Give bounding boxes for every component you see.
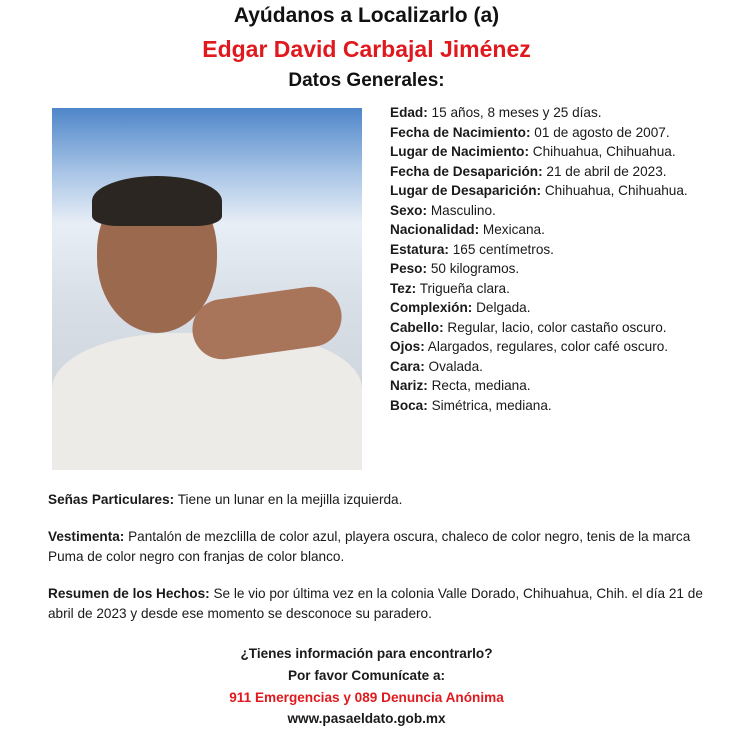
field-label: Lugar de Desaparición: [390,183,542,198]
field-row [390,279,730,299]
contact-prompt: Por favor Comunícate a: [287,668,446,683]
general-data-list [390,103,730,415]
section-heading: Datos Generales: [288,70,445,91]
field-label: Sexo: [390,202,428,218]
field-row [390,142,730,162]
field-label: Cara: [390,358,425,374]
field-value: Delgada. [476,300,531,315]
field-value: Chihuahua, Chihuahua. [544,183,688,198]
field-label: Nacionalidad: [390,222,480,237]
field-row [390,201,730,221]
field-label: Tez: [390,280,417,296]
field-label: Boca: [390,397,428,413]
field-value: 15 años, 8 meses y 25 días. [431,105,602,120]
clothing: Vestimenta: Pantalón de mezclilla de color azul, playera oscura, chaleco de color negro, tenis de la marca Puma de color negro con franjas de color blanco. [48,529,691,564]
field-row [390,240,730,260]
field-value: 21 de abril de 2023. [546,163,667,179]
field-label: Lugar de Nacimiento: [390,144,529,159]
field-label: Fecha de Nacimiento: [390,124,531,140]
field-label: Peso: [390,261,428,276]
field-row [390,220,730,240]
person-photo [52,108,362,470]
field-value: Regular, lacio, color castaño oscuro. [447,319,667,335]
field-value: Simétrica, mediana. [431,397,552,413]
field-value: Chihuahua, Chihuahua. [532,144,676,159]
field-row [390,298,730,318]
field-value: Ovalada. [428,358,483,374]
field-row [390,103,730,123]
website-link[interactable]: www.pasaeldato.gob.mx [287,711,446,726]
field-value: Masculino. [430,202,496,218]
field-row [390,396,730,416]
summary-of-events: Resumen de los Hechos: Se le vio por última vez en la colonia Valle Dorado, Chihuahua, Chih. el día 21 de abril de 2023 y desde ese momento se desconoce su paradero. [48,586,703,621]
contact-question: ¿Tienes información para encontrarlo? [240,646,493,661]
field-row [390,357,730,377]
field-value: Mexicana. [482,222,545,237]
emergency-numbers: 911 Emergencias y 089 Denuncia Anónima [229,690,504,705]
field-row [390,337,730,357]
field-row [390,181,730,201]
field-label: Ojos: [390,339,425,354]
field-label: Edad: [390,105,428,120]
field-value: 01 de agosto de 2007. [534,124,670,140]
missing-person-name: Edgar David Carbajal Jiménez [202,36,531,62]
field-row [390,259,730,279]
field-row [390,318,730,338]
field-label: Fecha de Desaparición: [390,163,543,179]
field-label: Estatura: [390,241,449,257]
distinguishing-marks: Señas Particulares: Tiene un lunar en la mejilla izquierda. [48,492,403,507]
field-value: Alargados, regulares, color café oscuro. [427,339,669,354]
field-label: Cabello: [390,319,444,335]
field-value: Recta, mediana. [431,378,531,393]
field-row [390,123,730,143]
field-value: 50 kilogramos. [430,261,520,276]
field-row [390,162,730,182]
field-row [390,376,730,396]
poster-title: Ayúdanos a Localizarlo (a) [233,4,500,27]
field-value: 165 centímetros. [452,241,554,257]
field-label: Nariz: [390,378,428,393]
field-label: Complexión: [390,300,473,315]
field-value: Trigueña clara. [419,280,510,296]
